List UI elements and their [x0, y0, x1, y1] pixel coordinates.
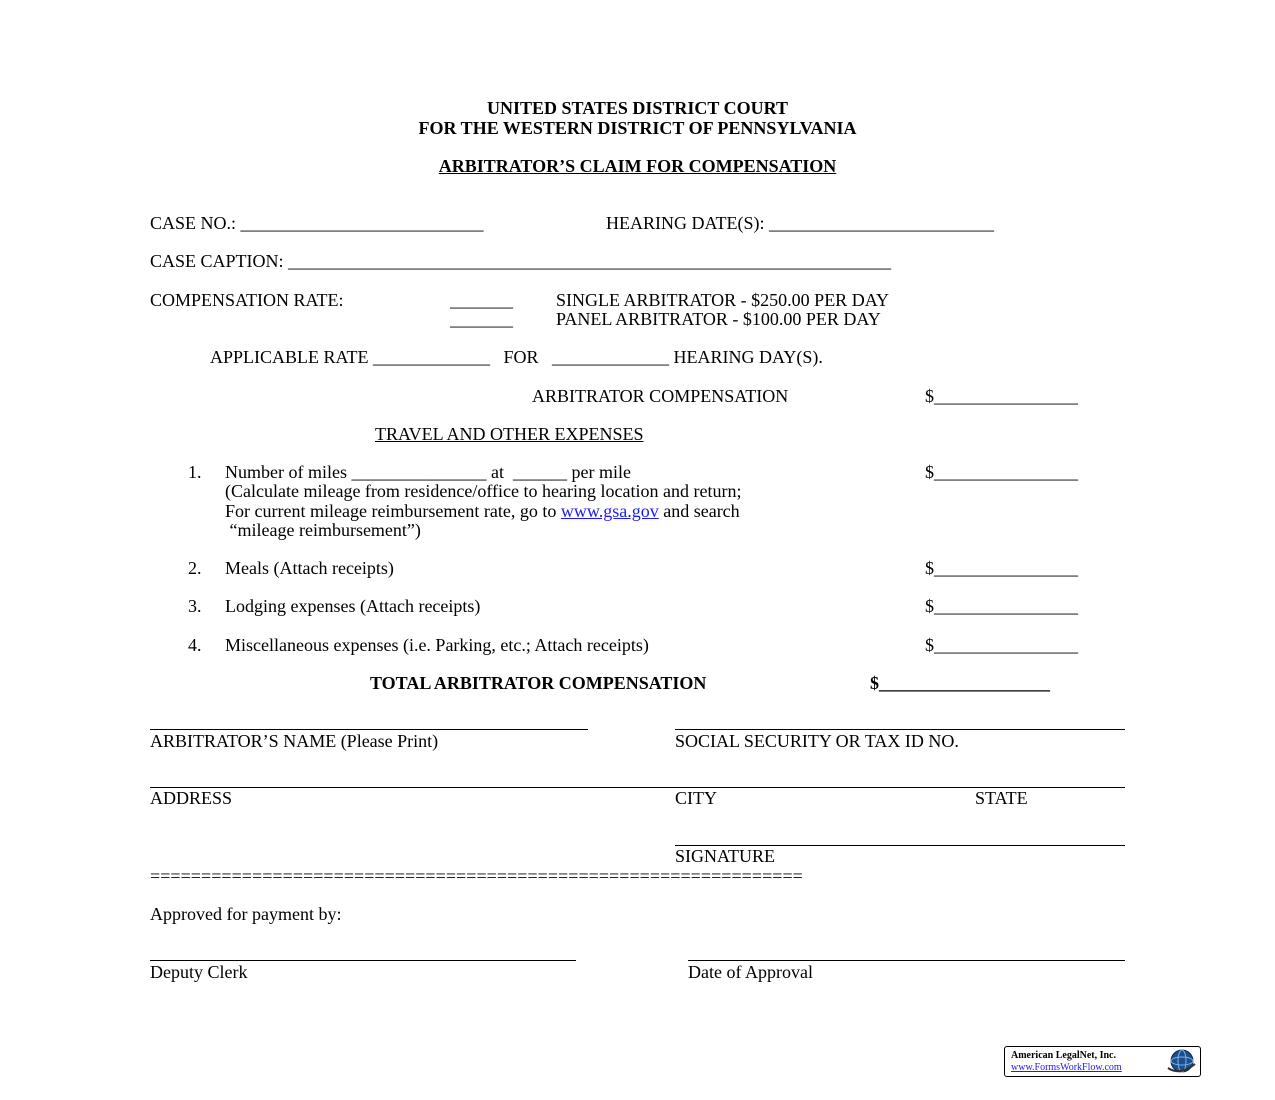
mileage-field[interactable]: Number of miles _______________ at ______ per mile — [225, 462, 631, 482]
mileage-amount-field[interactable]: $________________ — [925, 462, 1078, 482]
panel-arbitrator-checkbox[interactable]: _______ — [450, 309, 513, 329]
meals-amount-field[interactable]: $________________ — [925, 558, 1078, 578]
approved-label: Approved for payment by: — [150, 904, 342, 924]
arbitrator-compensation-label: ARBITRATOR COMPENSATION — [532, 386, 789, 406]
mileage-note-text: For current mileage reimbursement rate, go to — [225, 501, 561, 521]
arbitrator-name-label: ARBITRATOR’S NAME (Please Print) — [150, 731, 439, 751]
hearing-dates-field[interactable]: HEARING DATE(S): _________________________ — [606, 213, 994, 233]
district-name: FOR THE WESTERN DISTRICT OF PENNSYLVANIA — [418, 118, 857, 138]
misc-expenses-label: Miscellaneous expenses (i.e. Parking, etc.; Attach receipts) — [225, 635, 649, 655]
state-label: STATE — [975, 788, 1028, 808]
lodging-label: Lodging expenses (Attach receipts) — [225, 596, 481, 616]
item-number: 2. — [188, 558, 202, 578]
total-compensation-label: TOTAL ARBITRATOR COMPENSATION — [370, 673, 707, 693]
applicable-rate-field[interactable]: APPLICABLE RATE _____________ FOR _____________ HEARING DAY(S). — [210, 347, 823, 367]
compensation-rate-label: COMPENSATION RATE: — [150, 290, 344, 310]
lodging-amount-field[interactable]: $________________ — [925, 596, 1078, 616]
mileage-note-line2 — [225, 502, 740, 522]
item-number: 4. — [188, 635, 202, 655]
address-label: ADDRESS — [150, 788, 233, 808]
mileage-note-line3: “mileage reimbursement”) — [225, 520, 421, 540]
total-compensation-field[interactable]: $___________________ — [870, 673, 1050, 693]
item-number: 1. — [188, 462, 202, 482]
section-divider: ================================================================ — [150, 866, 803, 886]
tax-id-input-line[interactable] — [675, 729, 1125, 730]
arbitrator-compensation-field[interactable]: $________________ — [925, 386, 1078, 406]
globe-icon — [1162, 1048, 1198, 1074]
case-caption-field[interactable]: CASE CAPTION: ___________________________________________________________________ — [150, 251, 892, 271]
meals-label: Meals (Attach receipts) — [225, 558, 394, 578]
mileage-note: (Calculate mileage from residence/office to hearing location and return; — [225, 481, 742, 501]
misc-expenses-amount-field[interactable]: $________________ — [925, 635, 1078, 655]
signature-label: SIGNATURE — [675, 846, 776, 866]
court-name: UNITED STATES DISTRICT COURT — [487, 98, 788, 118]
expenses-heading: TRAVEL AND OTHER EXPENSES — [375, 424, 644, 444]
approval-date-label: Date of Approval — [688, 962, 813, 982]
case-no-field[interactable]: CASE NO.: ___________________________ — [150, 213, 484, 233]
approval-date-input-line[interactable] — [688, 960, 1125, 961]
panel-arbitrator-label: PANEL ARBITRATOR - $100.00 PER DAY — [556, 309, 881, 329]
single-arbitrator-checkbox[interactable]: _______ — [450, 290, 513, 310]
tax-id-label: SOCIAL SECURITY OR TAX ID NO. — [675, 731, 959, 751]
logo-company: American LegalNet, Inc. — [1011, 1050, 1116, 1061]
item-number: 3. — [188, 596, 202, 616]
arbitrator-name-input-line[interactable] — [150, 729, 588, 730]
form-title: ARBITRATOR’S CLAIM FOR COMPENSATION — [438, 156, 837, 176]
deputy-clerk-label: Deputy Clerk — [150, 962, 248, 982]
deputy-clerk-input-line[interactable] — [150, 960, 576, 961]
single-arbitrator-label: SINGLE ARBITRATOR - $250.00 PER DAY — [556, 290, 890, 310]
mileage-note-text-end: and search — [658, 501, 740, 521]
city-label: CITY — [675, 788, 717, 808]
logo-url[interactable]: www.FormsWorkFlow.com — [1011, 1062, 1122, 1073]
footer-logo — [1004, 1046, 1201, 1077]
gsa-link[interactable]: www.gsa.gov — [560, 501, 659, 521]
